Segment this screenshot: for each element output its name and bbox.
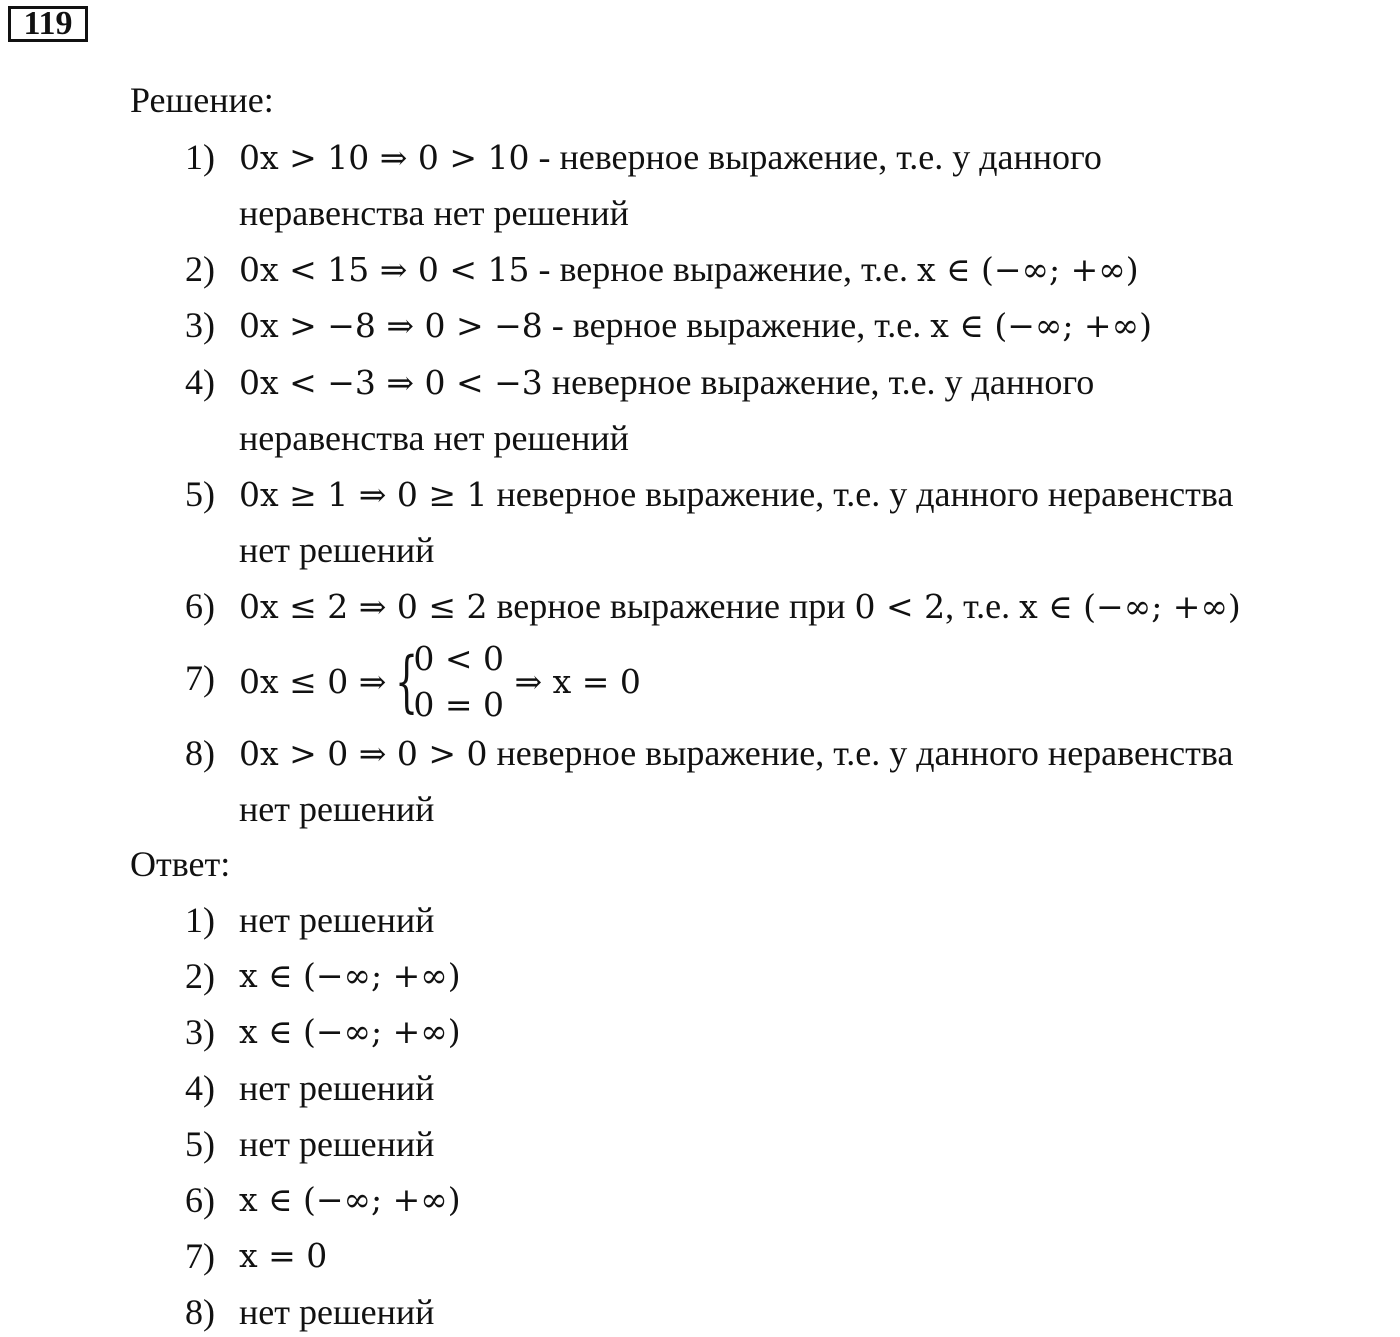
item-line (239, 305, 1152, 346)
item-number: 2) (185, 956, 215, 996)
math-expression: 0x > 10 ⇒ 0 > 10 (239, 138, 530, 177)
item-line (239, 733, 1233, 774)
system-bottom: 0 = 0 (413, 685, 504, 724)
math-interval: x ∈ (−∞; +∞) (916, 250, 1139, 289)
item-continuation: нет решений (239, 530, 435, 570)
item-continuation: неравенства нет решений (239, 418, 629, 458)
answer-heading: Ответ: (130, 844, 231, 884)
item-line (239, 362, 1094, 403)
math-result: ⇒ x = 0 (504, 662, 641, 701)
item-line (239, 137, 1102, 178)
item-number: 3) (185, 305, 215, 345)
item-number: 6) (185, 1180, 215, 1220)
item-number: 5) (185, 1124, 215, 1164)
item-number: 5) (185, 474, 215, 514)
item-text: - верное выражение, т.е. (529, 249, 917, 289)
item-text: неверное выражение, т.е. у данного неравенства (487, 474, 1234, 514)
math-expression: 0x ≤ 0 ⇒ (239, 662, 387, 701)
item-number: 8) (185, 733, 215, 773)
math-expression: 0x > −8 ⇒ 0 > −8 (239, 306, 543, 345)
math-condition: 0 < 2 (854, 587, 946, 626)
system-of-equations (413, 636, 504, 728)
math-expression: 0x < 15 ⇒ 0 < 15 (239, 250, 530, 289)
item-number: 4) (185, 362, 215, 402)
answer-math: x ∈ (−∞; +∞) (239, 1180, 461, 1219)
answer-text: нет решений (239, 1292, 435, 1332)
item-number: 7) (185, 1236, 215, 1276)
item-text: верное выражение при (487, 586, 855, 626)
item-continuation: неравенства нет решений (239, 193, 629, 233)
math-interval: x ∈ (−∞; +∞) (930, 306, 1152, 345)
item-line (239, 636, 641, 728)
answer-text: нет решений (239, 1124, 435, 1164)
item-text: неверное выражение, т.е. у данного неравенства (487, 733, 1234, 773)
system-top: 0 < 0 (413, 639, 504, 678)
item-number: 8) (185, 1292, 215, 1332)
item-text: неверное выражение, т.е. у данного (542, 362, 1095, 402)
math-interval: x ∈ (−∞; +∞) (1019, 587, 1241, 626)
item-number: 6) (185, 586, 215, 626)
answer-math: x ∈ (−∞; +∞) (239, 1012, 461, 1051)
item-number: 7) (185, 658, 215, 698)
brace-icon: { (395, 643, 419, 720)
item-line (239, 586, 1241, 627)
answer-text: нет решений (239, 1068, 435, 1108)
problem-number-box: 119 (8, 6, 88, 42)
item-text: - неверное выражение, т.е. у данного (529, 137, 1102, 177)
item-line (239, 474, 1233, 515)
answer-math: x ∈ (−∞; +∞) (239, 956, 461, 995)
answer-text: нет решений (239, 900, 435, 940)
math-expression: 0x > 0 ⇒ 0 > 0 (239, 734, 488, 773)
solution-heading: Решение: (130, 80, 274, 120)
answer-math: x = 0 (239, 1236, 328, 1275)
item-number: 2) (185, 249, 215, 289)
math-expression: 0x < −3 ⇒ 0 < −3 (239, 363, 543, 402)
item-number: 1) (185, 900, 215, 940)
item-line (239, 249, 1139, 290)
item-number: 1) (185, 137, 215, 177)
item-text-2: , т.е. (945, 586, 1020, 626)
item-number: 4) (185, 1068, 215, 1108)
item-continuation: нет решений (239, 789, 435, 829)
item-text: - верное выражение, т.е. (542, 305, 931, 345)
math-expression: 0x ≥ 1 ⇒ 0 ≥ 1 (239, 475, 488, 514)
item-number: 3) (185, 1012, 215, 1052)
math-expression: 0x ≤ 2 ⇒ 0 ≤ 2 (239, 587, 488, 626)
